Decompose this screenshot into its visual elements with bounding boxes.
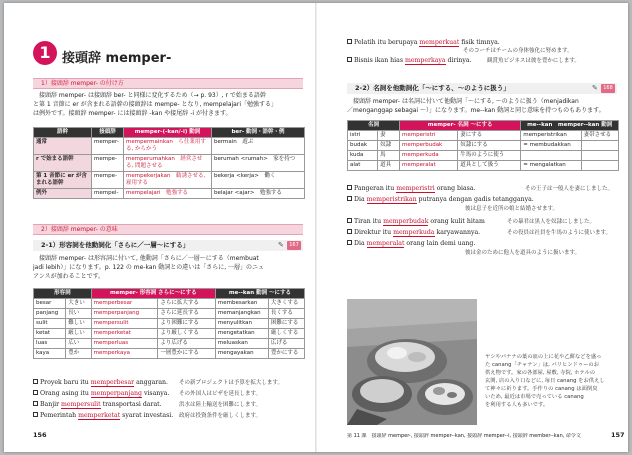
subsection-heading-2-2: 2-2）名詞を他動詞化「～にする、～のように扱う」: [347, 83, 617, 94]
table-cell: 豊か: [66, 349, 91, 359]
para-line: アンスが加わることです。: [33, 273, 105, 280]
example-sentence: [347, 39, 500, 47]
table-cell: memperpanjang: [91, 309, 158, 319]
example-translation: その新プロジェクトは予算を拡大します。: [179, 380, 283, 386]
noun-table: [347, 120, 619, 171]
table-cell: 困難にする: [268, 319, 304, 329]
example-sentence: [33, 401, 162, 409]
table-cell: [581, 151, 618, 161]
checkbox-icon: [347, 240, 352, 245]
table-row: [34, 172, 305, 189]
text: anggaran.: [134, 379, 168, 386]
table-cell: belajar <ajar> 勉強する: [212, 189, 305, 199]
table-cell: 奴隷: [378, 141, 400, 151]
table-cell: bekerja <kerja> 働く: [212, 172, 305, 189]
example-translation: 政府は投資条件を厳しくします。: [179, 413, 262, 419]
intro-line: は例外です。接頭辞 memper- には接頭辞 -kan や接尾辞 -i が付きます。: [33, 110, 232, 117]
table-row: [34, 138, 305, 155]
pen-icon: ✎: [592, 84, 598, 92]
col-header: 語幹: [34, 128, 92, 138]
pen-icon: ✎: [278, 241, 284, 249]
audio-track-tag: 168: [601, 84, 615, 93]
checkbox-icon: [347, 196, 352, 201]
checkbox-icon: [33, 390, 38, 395]
table-cell: 一層豊かにする: [158, 349, 216, 359]
table-cell: より広げる: [158, 339, 216, 349]
table-cell: memperluas: [91, 339, 158, 349]
checkbox-icon: [347, 185, 352, 190]
table-cell: 広い: [66, 339, 91, 349]
table-cell: memperumahkan 経営させる, 問題させる: [124, 155, 212, 172]
table-cell: mempersulit: [91, 319, 158, 329]
col-header: memper- 名詞 ～にする: [399, 121, 520, 131]
table-cell: 例外: [34, 189, 92, 199]
caption-line: を利用する人も多いです。: [485, 402, 549, 408]
prefix-table: [33, 127, 305, 199]
table-row: [34, 329, 305, 339]
caption-line: 玄関, 店の入り口などに, 毎日 canang をお供えし: [485, 378, 605, 384]
table-cell: 第 1 音節に er が含まれる語幹: [34, 172, 92, 189]
table-cell: memanjangkan: [215, 309, 268, 319]
table-cell: meluaskan: [215, 339, 268, 349]
page-number: 157: [611, 431, 625, 439]
text: Bisnis ikan hias: [354, 57, 405, 64]
checkbox-icon: [33, 401, 38, 406]
subsection-heading-2-1: 2-1）形容詞を他動詞化「さらに／一層～にする」: [33, 240, 303, 251]
subsection-bar-1: 1）接頭辞 memper- の付け方: [33, 78, 303, 89]
col-header: memper-(-kan/-i) 動詞: [124, 128, 212, 138]
intro-line: と第 1 音節に er が含まれる語幹の接頭辞は mempe- となり, mempelajari「勉強する」: [33, 101, 277, 108]
table-row: [34, 349, 305, 359]
table-cell: 長くする: [268, 309, 304, 319]
example-sentence: [33, 379, 168, 387]
table-cell: kaya: [34, 349, 66, 359]
caption-line: た canang「チャナン」は, バリヒンドゥーのお: [485, 362, 600, 368]
table-row: [348, 161, 619, 171]
table-cell: mempel-: [92, 189, 124, 199]
table-cell: memperketat: [91, 329, 158, 339]
example-sentence: [33, 412, 173, 420]
text: fisik timnya.: [459, 39, 500, 46]
text: Banjir: [40, 401, 62, 408]
table-cell: 奴隷にする: [458, 141, 521, 151]
text: Dia: [354, 240, 367, 247]
text: transportasi darat.: [100, 401, 162, 408]
table-cell: [521, 151, 581, 161]
canang-offering-photo: [347, 299, 477, 425]
text: Pangeran itu: [354, 185, 397, 192]
table-cell: 長い: [66, 309, 91, 319]
intro-paragraph: [33, 91, 305, 118]
table-cell: 妻: [378, 131, 400, 141]
table-row: [34, 299, 305, 309]
caption-line: ヤシやバナナの葉の皿の上に花や乙餅などを盛っ: [485, 354, 602, 360]
example-sentence: [347, 240, 475, 248]
example-translation: その王子は一般人を妻にしました。: [525, 186, 614, 192]
table-cell: 厳しくする: [268, 329, 304, 339]
intro-line: 接頭辞 memper- は接頭辞 ber- と同様に変化するため（→ p. 93）, r で始まる語幹: [39, 92, 266, 99]
example-translation: その役員は社員を牛馬のように使います。: [507, 230, 612, 236]
text: dirinya.: [445, 57, 472, 64]
checkbox-icon: [347, 229, 352, 234]
table-row: [34, 319, 305, 329]
example-translation: 観賞魚ビジネスは彼を豊かにします。: [487, 58, 580, 64]
highlight: memperbesar: [90, 379, 135, 386]
table-cell: memperbudak: [399, 141, 457, 151]
table-cell: berumah <rumah> 家を持つ: [212, 155, 305, 172]
text: Pelatih itu berupaya: [354, 39, 420, 46]
checkbox-icon: [347, 57, 352, 62]
table-cell: mempe-: [92, 172, 124, 189]
left-page: [4, 3, 315, 452]
table-cell: memperistri: [399, 131, 457, 141]
table-cell: memperistrikan: [521, 131, 581, 141]
table-cell: alat: [348, 161, 378, 171]
text: orang lain demi uang.: [404, 240, 476, 247]
table-cell: r で始まる語幹: [34, 155, 92, 172]
text: orang kulit hitam: [428, 218, 485, 225]
table-cell: memperbesar: [91, 299, 158, 309]
highlight: mempersulit: [61, 401, 101, 408]
table-cell: 道具: [378, 161, 400, 171]
table-cell: memperkuda: [399, 151, 457, 161]
examples-2-2: [347, 185, 619, 285]
col-header: me--kan 動詞 ～にする: [215, 289, 304, 299]
highlight: memperkuat: [419, 39, 460, 46]
table-cell: 大きくする: [268, 299, 304, 309]
table-cell: 牛馬のように使う: [458, 151, 521, 161]
table-cell: 難しい: [66, 319, 91, 329]
example-translation: その外国人はビザを延長します。: [179, 391, 262, 397]
paragraph-2-2: [347, 97, 619, 115]
checkbox-icon: [347, 39, 352, 44]
photo-caption: [485, 353, 617, 409]
table-cell: mempe-: [92, 155, 124, 172]
text: Pemerintah: [40, 412, 79, 419]
checkbox-icon: [33, 379, 38, 384]
table-cell: 大きい: [66, 299, 91, 309]
highlight: memperkaya: [404, 57, 446, 64]
table-cell: 広げる: [268, 339, 304, 349]
caption-line: て神々に祈ります。手作りの canang は面倒臭: [485, 386, 598, 392]
col-header: 接頭辞: [92, 128, 124, 138]
example-translation: そのコーチはチームの身体強化に努めます。: [463, 48, 573, 54]
col-header: me--kan memper--kan 動詞: [521, 121, 619, 131]
table-row: [34, 339, 305, 349]
para-line: jadi lebih）」になります。p. 122 の me-kan 動詞との違いは「さらに, 一層」のニュ: [33, 264, 265, 271]
book-spread: [4, 3, 628, 452]
section-number: 1: [33, 41, 57, 65]
caption-line: 供え物です。家の各部屋, 屋敷, 寺院, ホテルの: [485, 370, 596, 376]
table-row: [34, 155, 305, 172]
table-cell: mengetatkan: [215, 329, 268, 339]
table-cell: panjang: [34, 309, 66, 319]
checkbox-icon: [33, 412, 38, 417]
col-header: memper- 形容詞 さらに～にする: [91, 289, 215, 299]
text: Proyek baru itu: [40, 379, 91, 386]
example-translation: 彼は金のために他人を道具のように扱います。: [465, 250, 581, 256]
table-cell: menyulitkan: [215, 319, 268, 329]
highlight: memperistrikan: [366, 196, 417, 203]
col-header: 形容詞: [34, 289, 92, 299]
table-cell: mengayakan: [215, 349, 268, 359]
audio-track-tag: 167: [287, 241, 301, 250]
top-examples: [347, 39, 617, 67]
table-cell: memperkaya: [91, 349, 158, 359]
text: Direktur itu: [354, 229, 394, 236]
col-header: ber- 動詞・語幹・例: [212, 128, 305, 138]
example-sentence: [347, 229, 480, 237]
text: Orang asing itu: [40, 390, 91, 397]
table-cell: より厳しくする: [158, 329, 216, 339]
example-translation: 彼は息子を近所の娘と結婚させます。: [465, 206, 559, 212]
paragraph-2-1: [33, 254, 305, 281]
highlight: memperpanjang: [90, 390, 142, 397]
example-translation: その暴君は黒人を奴隷にしました。: [507, 219, 596, 225]
table-cell: = mengalatkan: [521, 161, 581, 171]
highlight: memperalat: [366, 240, 405, 247]
page-number: 156: [33, 431, 47, 439]
table-cell: memperalat: [399, 161, 457, 171]
caption-line: いため, 最近は市場で売っている canang: [485, 394, 584, 400]
text: orang biasa.: [434, 185, 476, 192]
example-sentence: [347, 196, 534, 204]
table-cell: membesarkan: [215, 299, 268, 309]
table-cell: 豊かにする: [268, 349, 304, 359]
highlight: memperistri: [396, 185, 435, 192]
adjective-table: [33, 288, 305, 359]
checkbox-icon: [347, 218, 352, 223]
example-sentence: [33, 390, 169, 398]
table-row: [348, 131, 619, 141]
para-line: ／menganggap sebagai ～）」になります。me--kan 動詞と同じ意味を持つものもあります。: [347, 107, 605, 114]
table-cell: mempermainkan ら仕業用する, からかう: [124, 138, 212, 155]
table-row: [348, 151, 619, 161]
section-title: 接頭辞 memper-: [62, 51, 172, 66]
table-cell: besar: [34, 299, 66, 309]
text: Dia: [354, 196, 367, 203]
table-cell: luas: [34, 339, 66, 349]
table-cell: budak: [348, 141, 378, 151]
text: karyawannya.: [434, 229, 481, 236]
example-sentence: [347, 218, 485, 226]
example-translation: 洪水は陸上輸送を困難にします。: [179, 402, 262, 408]
text: visanya.: [141, 390, 170, 397]
table-cell: 道具として扱う: [458, 161, 521, 171]
table-cell: 妻帯させる: [581, 131, 618, 141]
table-cell: さらに延長する: [158, 309, 216, 319]
table-cell: = membudakkan: [521, 141, 581, 151]
table-cell: bermain 遊ぶ: [212, 138, 305, 155]
highlight: memperketat: [78, 412, 121, 419]
table-cell: 通常: [34, 138, 92, 155]
text: syarat investasi.: [120, 412, 174, 419]
table-row: [34, 189, 305, 199]
table-cell: より困難にする: [158, 319, 216, 329]
example-sentence: [347, 57, 472, 65]
table-cell: [581, 161, 618, 171]
table-row: [348, 141, 619, 151]
text: putranya dengan gadis tetangganya.: [416, 196, 534, 203]
page-footer: 第 11 課 接頭辞 memper-, 接頭辞 memper--kan, 接頭辞 memper--i, 接頭辞 member--kan, 命令文: [347, 433, 581, 439]
table-cell: memper-: [92, 138, 124, 155]
table-cell: 馬: [378, 151, 400, 161]
table-cell: さらに拡大する: [158, 299, 216, 309]
para-line: 接頭辞 memper- は名詞に付いて他動詞「～にする, ～のように扱う（menjadikan: [353, 98, 579, 105]
table-cell: mempekerjakan 勧誘させる, 雇用する: [124, 172, 212, 189]
highlight: memperkuda: [393, 229, 435, 236]
example-sentence: [347, 185, 475, 193]
table-cell: 妻にする: [458, 131, 521, 141]
table-cell: 厳しい: [66, 329, 91, 339]
text: Tiran itu: [354, 218, 384, 225]
table-cell: sulit: [34, 319, 66, 329]
table-cell: ketat: [34, 329, 66, 339]
subsection-bar-2: 2）接頭辞 memper- の意味: [33, 224, 303, 235]
highlight: memperbudak: [383, 218, 429, 225]
table-cell: mempelajari 勉強する: [124, 189, 212, 199]
table-cell: [581, 141, 618, 151]
canang-photo-illustration: [347, 299, 477, 425]
col-header: 名詞: [348, 121, 400, 131]
table-cell: kuda: [348, 151, 378, 161]
examples-2-1: [33, 379, 305, 427]
para-line: 接頭辞 memper- は形容詞に付いて, 他動詞「さらに／一層～にする（membuat: [39, 255, 259, 262]
table-row: [34, 309, 305, 319]
table-cell: istri: [348, 131, 378, 141]
